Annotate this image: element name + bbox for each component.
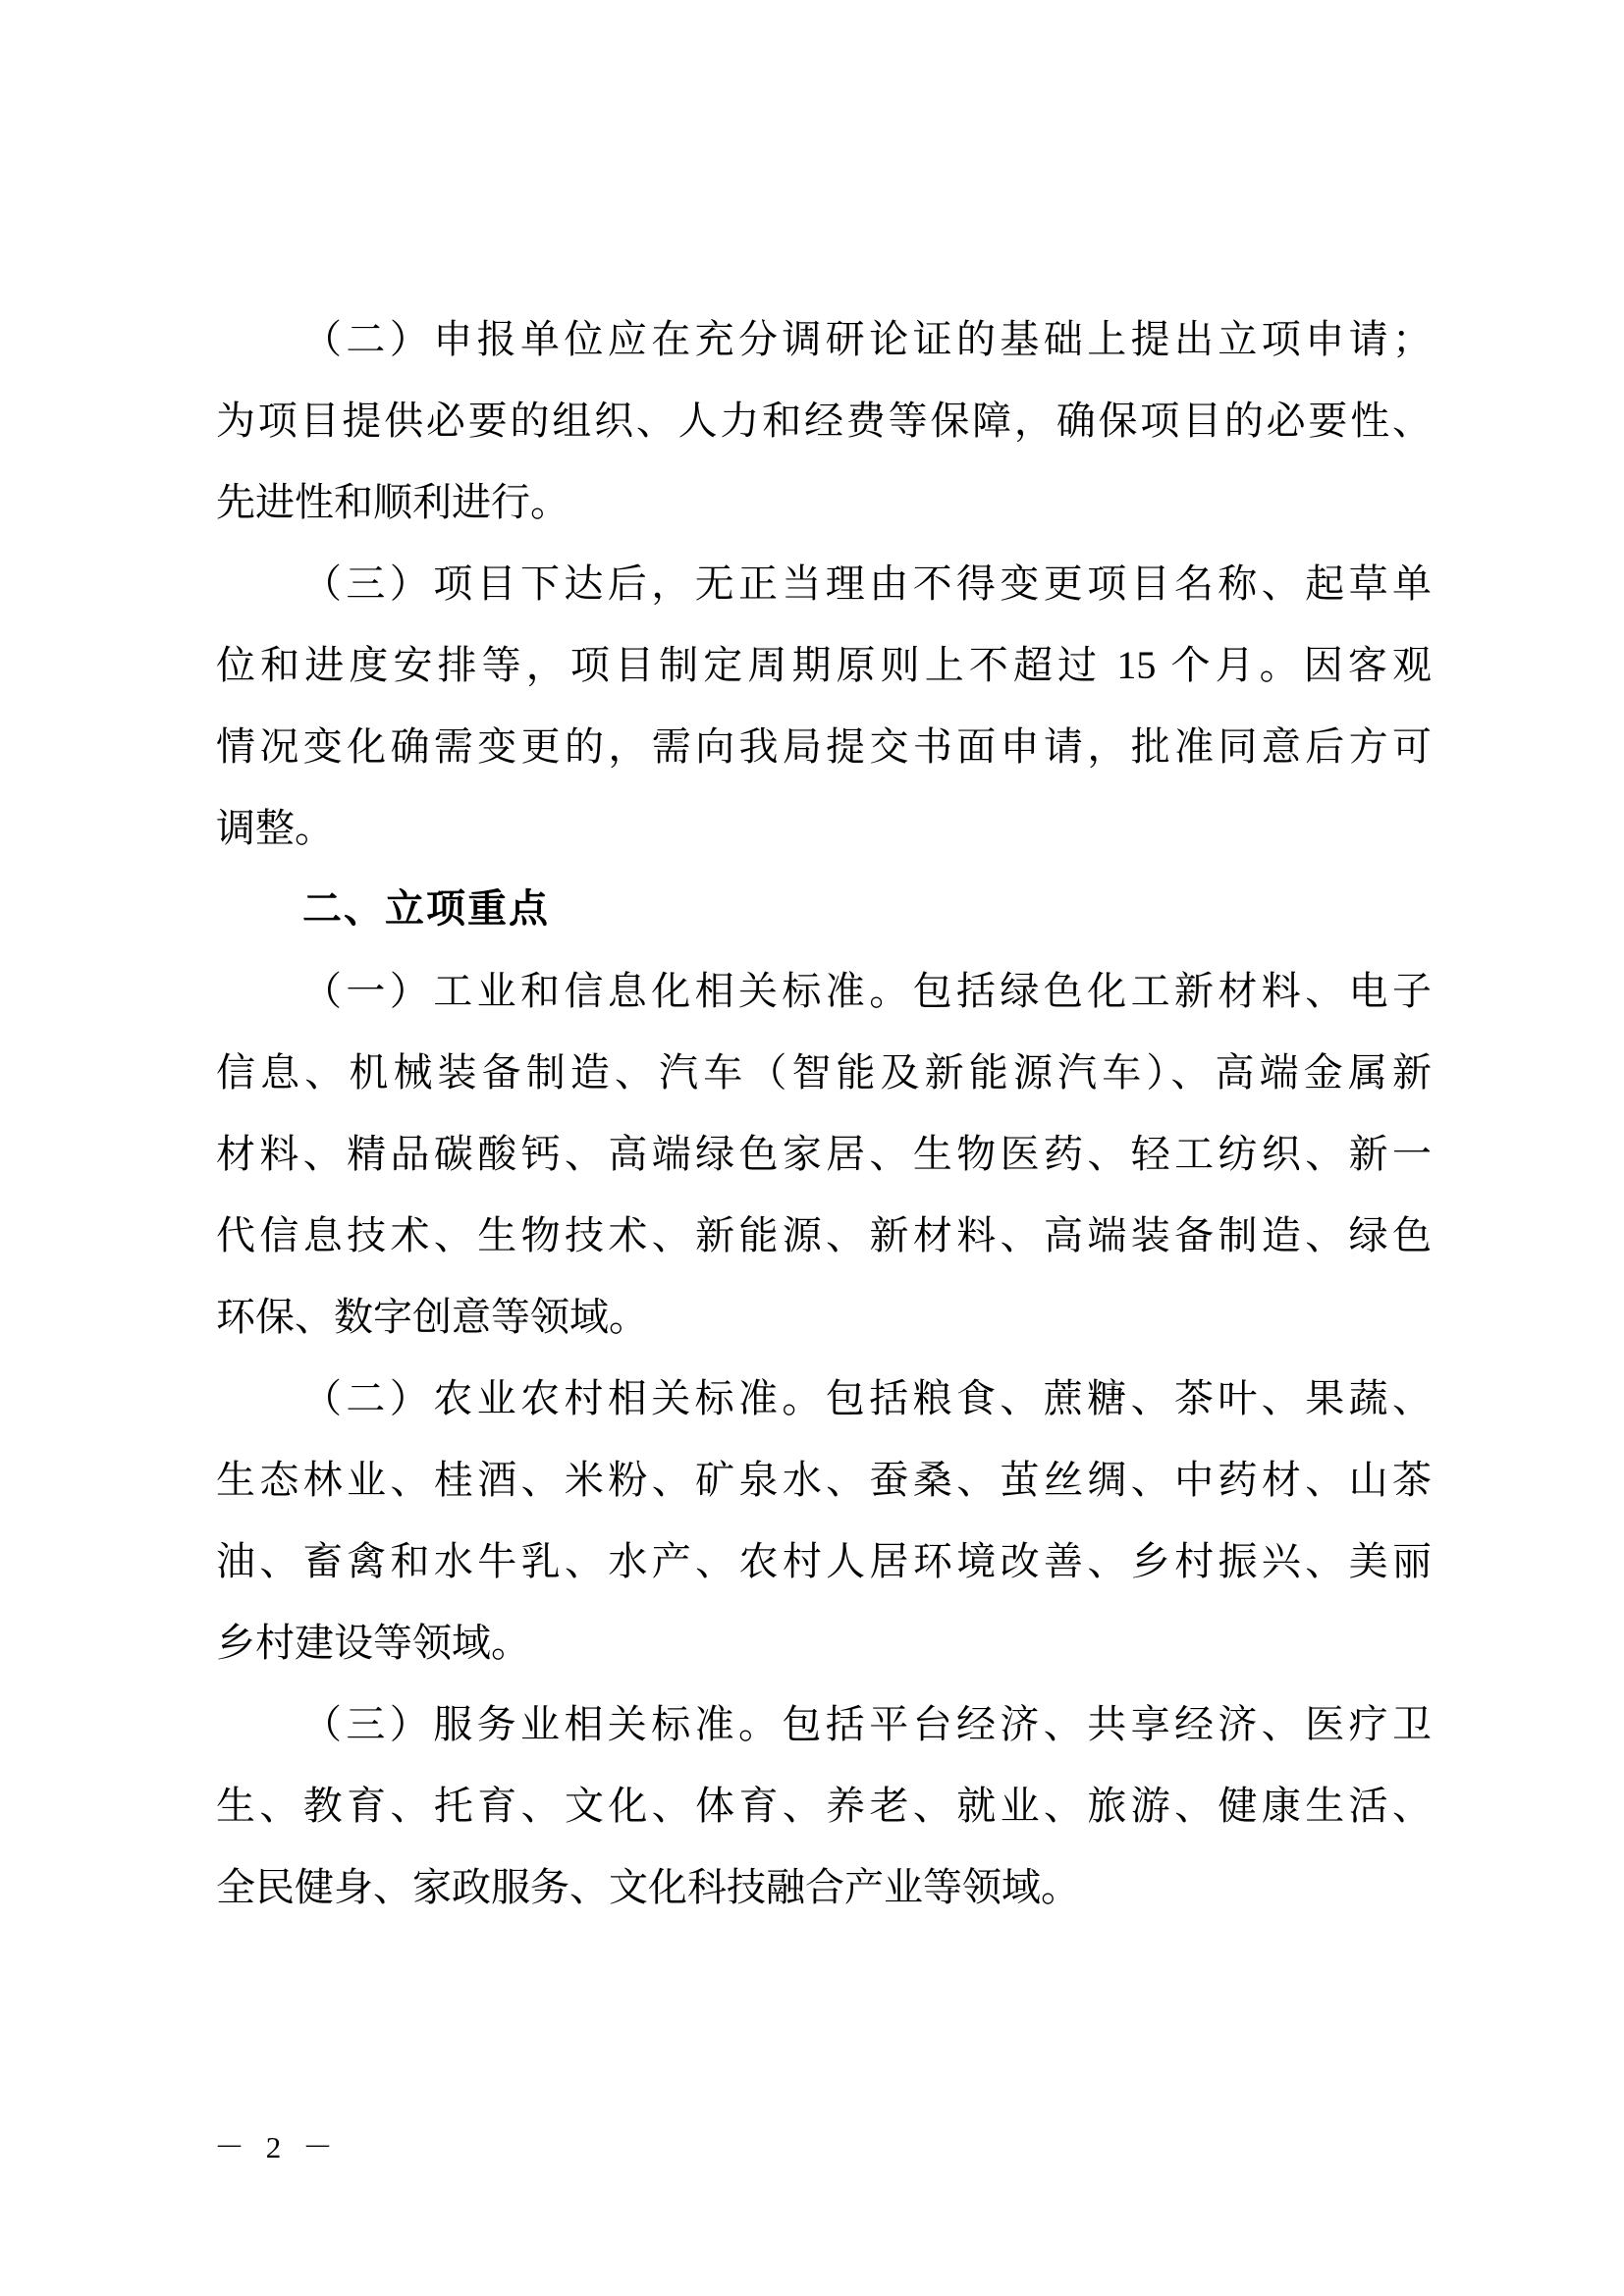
paragraph-line: 环保、数字创意等领域。 [216, 1295, 648, 1339]
paragraph-line: 先进性和顺利进行。 [216, 480, 569, 524]
page-number: － 2 － [214, 2130, 340, 2164]
paragraph-line: 情况变化确需变更的，需向我局提交书面申请，批准同意后方可 [216, 724, 1432, 769]
paragraph-line: 代信息技术、生物技术、新能源、新材料、高端装备制造、绿色 [216, 1213, 1432, 1257]
paragraph-line: 油、畜禽和水牛乳、水产、农村人居环境改善、乡村振兴、美丽 [216, 1539, 1432, 1583]
paragraph-line: 乡村建设等领域。 [216, 1621, 530, 1665]
paragraph-line: 生、教育、托育、文化、体育、养老、就业、旅游、健康生活、 [216, 1784, 1432, 1828]
document-body [216, 298, 1432, 1928]
paragraph-line: （一）工业和信息化相关标准。包括绿色化工新材料、电子 [302, 969, 1432, 1013]
paragraph-line: 生态林业、桂酒、米粉、矿泉水、蚕桑、茧丝绸、中药材、山茶 [216, 1458, 1432, 1502]
paragraph-line: 为项目提供必要的组织、人力和经费等保障，确保项目的必要性、 [216, 399, 1432, 443]
paragraph-line: 调整。 [216, 806, 334, 850]
section-heading: 二、立项重点 [302, 887, 550, 931]
paragraph-line: 位和进度安排等，项目制定周期原则上不超过 15 个月。因客观 [216, 643, 1432, 687]
paragraph-line: 全民健身、家政服务、文化科技融合产业等领域。 [216, 1865, 1080, 1909]
paragraph-line: （二）农业农村相关标准。包括粮食、蔗糖、茶叶、果蔬、 [302, 1376, 1432, 1420]
paragraph-line: （三）项目下达后，无正当理由不得变更项目名称、起草单 [302, 561, 1432, 606]
paragraph-line: （二）申报单位应在充分调研论证的基础上提出立项申请； [302, 317, 1432, 361]
paragraph-line: 信息、机械装备制造、汽车（智能及新能源汽车）、高端金属新 [216, 1050, 1432, 1095]
paragraph-line: 材料、精品碳酸钙、高端绿色家居、生物医药、轻工纺织、新一 [216, 1132, 1432, 1176]
paragraph-line: （三）服务业相关标准。包括平台经济、共享经济、医疗卫 [302, 1702, 1432, 1746]
